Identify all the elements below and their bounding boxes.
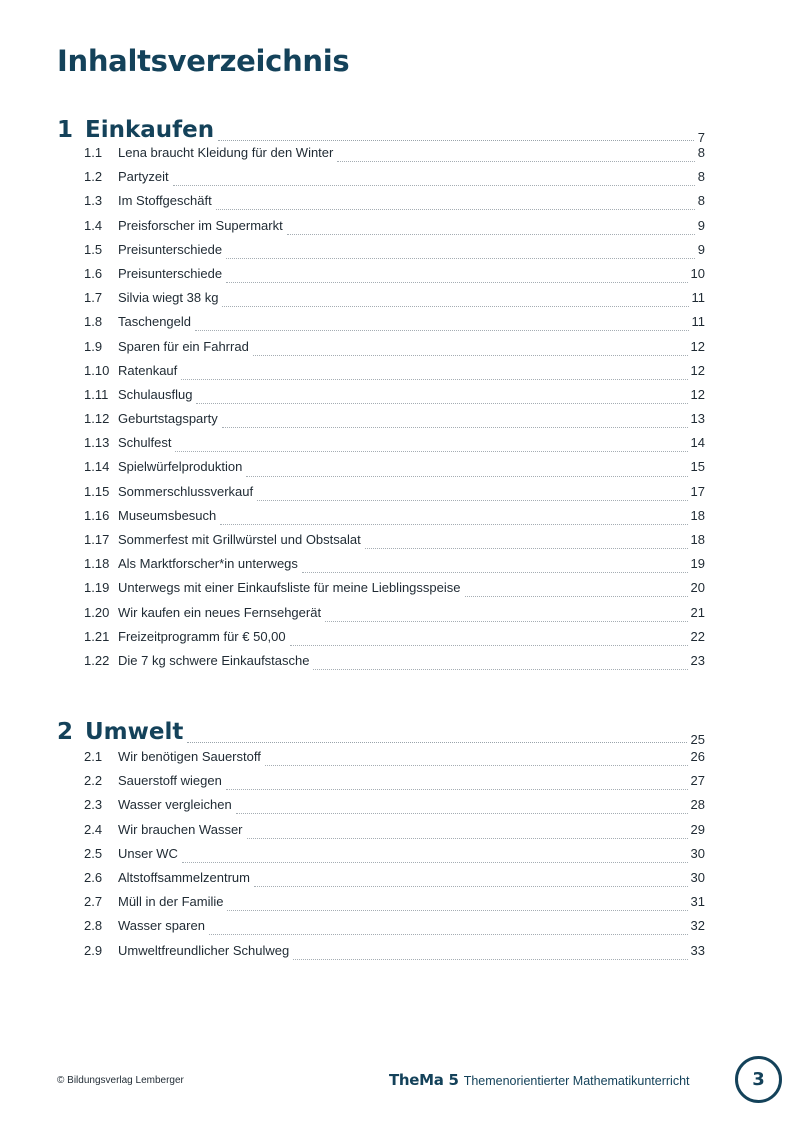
entry-title: Sauerstoff wiegen	[118, 773, 222, 789]
entry-number: 1.9	[84, 338, 103, 354]
chapter-heading-einkaufen[interactable]	[57, 117, 705, 147]
entry-number: 1.2	[84, 169, 103, 185]
dot-leader	[287, 233, 695, 235]
entry-page-number: 9	[697, 241, 705, 257]
entry-title: Wasser vergleichen	[118, 797, 232, 813]
chapter-title: Umwelt	[85, 719, 184, 745]
chapter-heading-umwelt[interactable]	[57, 719, 705, 749]
entry-page-number: 14	[690, 435, 705, 451]
entry-page-number: 20	[690, 580, 705, 596]
entry-page-number: 28	[690, 797, 705, 813]
dot-leader	[222, 305, 688, 307]
toc-entry[interactable]	[84, 218, 705, 242]
dot-leader	[365, 547, 688, 549]
dot-leader	[236, 812, 688, 814]
entry-title: Preisunterschiede	[118, 265, 223, 281]
entry-number: 2.1	[84, 749, 103, 764]
toc-entry[interactable]	[84, 580, 705, 604]
toc-entry[interactable]	[84, 773, 705, 797]
dot-leader	[195, 329, 689, 331]
series-subtitle: Themenorientierter Mathematikunterricht	[463, 1074, 690, 1088]
entry-title: Preisunterschiede	[118, 241, 223, 257]
entry-title: Wasser sparen	[118, 918, 205, 934]
entry-page-number: 9	[697, 217, 705, 233]
entry-title: Sommerschlussverkauf	[118, 483, 254, 499]
entry-title: Preisforscher im Supermarkt	[118, 217, 283, 233]
dot-leader	[257, 499, 687, 501]
toc-entry[interactable]	[84, 822, 705, 846]
entry-page-number: 15	[690, 459, 705, 475]
chapter-entries-einkaufen	[84, 145, 705, 677]
dot-leader	[465, 595, 688, 597]
toc-entry[interactable]	[84, 459, 705, 483]
entry-title: Wir kaufen ein neues Fernsehgerät	[118, 604, 322, 620]
dot-leader	[175, 450, 687, 452]
entry-page-number: 30	[690, 869, 705, 885]
entry-page-number: 31	[690, 894, 705, 910]
chapter-page-number: 7	[697, 130, 705, 145]
entry-page-number: 12	[690, 338, 705, 354]
entry-page-number: 26	[690, 749, 705, 764]
entry-page-number: 32	[690, 918, 705, 934]
entry-number: 2.3	[84, 797, 103, 813]
entry-title: Sparen für ein Fahrrad	[118, 338, 249, 354]
entry-number: 1.16	[84, 507, 110, 523]
entry-number: 1.8	[84, 314, 103, 330]
entry-page-number: 23	[690, 652, 705, 668]
entry-number: 1.11	[84, 386, 109, 402]
toc-entry[interactable]	[84, 749, 705, 773]
toc-entry[interactable]	[84, 242, 705, 266]
entry-title: Altstoffsammelzentrum	[118, 869, 250, 885]
dot-leader	[313, 668, 687, 670]
toc-entry[interactable]	[84, 290, 705, 314]
toc-entry[interactable]	[84, 169, 705, 193]
entry-number: 1.1	[84, 145, 103, 160]
dot-leader	[187, 741, 686, 743]
entry-number: 1.22	[84, 652, 110, 668]
entry-number: 2.4	[84, 821, 103, 837]
entry-page-number: 8	[697, 193, 705, 209]
toc-entry[interactable]	[84, 797, 705, 821]
entry-title: Ratenkauf	[118, 362, 178, 378]
dot-leader	[325, 620, 687, 622]
entry-number: 1.12	[84, 411, 110, 427]
toc-entry[interactable]	[84, 556, 705, 580]
entry-page-number: 10	[690, 265, 705, 281]
entry-number: 1.13	[84, 435, 110, 451]
toc-entry[interactable]	[84, 484, 705, 508]
chapter-title: Einkaufen	[85, 117, 215, 143]
entry-title: Lena braucht Kleidung für den Winter	[118, 145, 334, 160]
entry-title: Geburtstagsparty	[118, 411, 218, 427]
entry-number: 1.17	[84, 532, 110, 547]
entry-title: Müll in der Familie	[118, 894, 224, 910]
entry-title: Wir benötigen Sauerstoff	[118, 749, 261, 764]
entry-page-number: 30	[690, 845, 705, 861]
entry-title: Im Stoffgeschäft	[118, 193, 212, 209]
entry-number: 1.21	[84, 628, 110, 644]
dot-leader	[218, 139, 694, 141]
dot-leader	[173, 184, 695, 186]
dot-leader	[293, 958, 687, 960]
entry-page-number: 8	[697, 145, 705, 160]
entry-number: 1.7	[84, 290, 103, 306]
toc-entry[interactable]	[84, 532, 705, 556]
copyright-notice: © Bildungsverlag Lemberger	[57, 1075, 184, 1086]
chapter-entries-umwelt	[84, 749, 705, 967]
entry-number: 1.19	[84, 580, 110, 596]
entry-page-number: 11	[691, 290, 705, 306]
toc-entry[interactable]	[84, 870, 705, 894]
entry-number: 2.2	[84, 773, 103, 789]
toc-entry[interactable]	[84, 435, 705, 459]
toc-entry[interactable]	[84, 653, 705, 677]
dot-leader	[209, 933, 688, 935]
entry-title: Umweltfreundlicher Schulweg	[118, 942, 290, 958]
dot-leader	[222, 426, 688, 428]
dot-leader	[227, 909, 687, 911]
entry-page-number: 12	[690, 386, 705, 402]
entry-title: Silvia wiegt 38 kg	[118, 290, 219, 306]
chapter-number: 2	[57, 719, 74, 745]
entry-title: Partyzeit	[118, 169, 169, 185]
entry-title: Wir brauchen Wasser	[118, 821, 243, 837]
entry-page-number: 18	[690, 507, 705, 523]
entry-number: 2.9	[84, 942, 103, 958]
toc-entry[interactable]	[84, 605, 705, 629]
dot-leader	[181, 378, 687, 380]
entry-number: 1.20	[84, 604, 110, 620]
toc-entry[interactable]	[84, 508, 705, 532]
toc-entry[interactable]	[84, 629, 705, 653]
entry-page-number: 17	[690, 483, 705, 499]
toc-entry[interactable]	[84, 411, 705, 435]
entry-number: 1.4	[84, 217, 103, 233]
toc-entry[interactable]	[84, 266, 705, 290]
entry-title: Als Marktforscher*in unterwegs	[118, 556, 298, 572]
entry-page-number: 12	[690, 362, 705, 378]
entry-title: Freizeitprogramm für € 50,00	[118, 628, 286, 644]
entry-number: 1.14	[84, 459, 110, 475]
entry-number: 2.8	[84, 918, 103, 934]
entry-page-number: 19	[690, 556, 705, 572]
entry-title: Unser WC	[118, 845, 178, 861]
dot-leader	[226, 281, 687, 283]
entry-page-number: 33	[690, 942, 705, 958]
entry-page-number: 8	[697, 169, 705, 185]
toc-entry[interactable]	[84, 363, 705, 387]
toc-entry[interactable]	[84, 193, 705, 217]
dot-leader	[246, 475, 687, 477]
dot-leader	[265, 764, 688, 766]
dot-leader	[226, 257, 695, 259]
toc-entry[interactable]	[84, 894, 705, 918]
entry-number: 1.5	[84, 241, 103, 257]
chapter-page-number: 25	[690, 732, 705, 747]
toc-entry[interactable]	[84, 387, 705, 411]
entry-page-number: 13	[690, 411, 705, 427]
entry-number: 2.5	[84, 845, 103, 861]
page-title: Inhaltsverzeichnis	[57, 44, 350, 78]
entry-page-number: 22	[690, 628, 705, 644]
entry-title: Sommerfest mit Grillwürstel und Obstsalat	[118, 532, 361, 547]
dot-leader	[196, 402, 687, 404]
dot-leader	[226, 788, 688, 790]
entry-number: 1.3	[84, 193, 103, 209]
entry-title: Unterwegs mit einer Einkaufsliste für meine Lieblingsspeise	[118, 580, 461, 596]
dot-leader	[337, 160, 694, 162]
entry-page-number: 21	[690, 604, 705, 620]
toc-entry[interactable]	[84, 145, 705, 169]
dot-leader	[216, 208, 695, 210]
entry-page-number: 18	[690, 532, 705, 547]
entry-title: Taschengeld	[118, 314, 191, 330]
entry-title: Spielwürfelproduktion	[118, 459, 243, 475]
page-number-badge: 3	[735, 1056, 782, 1103]
toc-entry[interactable]	[84, 943, 705, 967]
series-logo: TheMa 5	[389, 1071, 459, 1089]
dot-leader	[253, 354, 688, 356]
series-brand	[389, 1071, 690, 1089]
entry-number: 1.10	[84, 362, 110, 378]
entry-title: Schulfest	[118, 435, 172, 451]
chapter-number: 1	[57, 117, 74, 143]
toc-entry[interactable]	[84, 846, 705, 870]
entry-title: Museumsbesuch	[118, 507, 217, 523]
entry-title: Schulausflug	[118, 386, 193, 402]
entry-number: 1.6	[84, 265, 103, 281]
entry-page-number: 11	[691, 314, 705, 330]
dot-leader	[247, 837, 688, 839]
entry-title: Die 7 kg schwere Einkaufstasche	[118, 652, 310, 668]
dot-leader	[302, 571, 688, 573]
dot-leader	[220, 523, 687, 525]
dot-leader	[254, 885, 688, 887]
entry-number: 2.6	[84, 869, 103, 885]
dot-leader	[182, 861, 688, 863]
toc-entry[interactable]	[84, 918, 705, 942]
dot-leader	[290, 644, 688, 646]
toc-entry[interactable]	[84, 314, 705, 338]
entry-number: 2.7	[84, 894, 103, 910]
entry-number: 1.18	[84, 556, 110, 572]
entry-page-number: 29	[690, 821, 705, 837]
toc-entry[interactable]	[84, 339, 705, 363]
entry-page-number: 27	[690, 773, 705, 789]
entry-number: 1.15	[84, 483, 110, 499]
